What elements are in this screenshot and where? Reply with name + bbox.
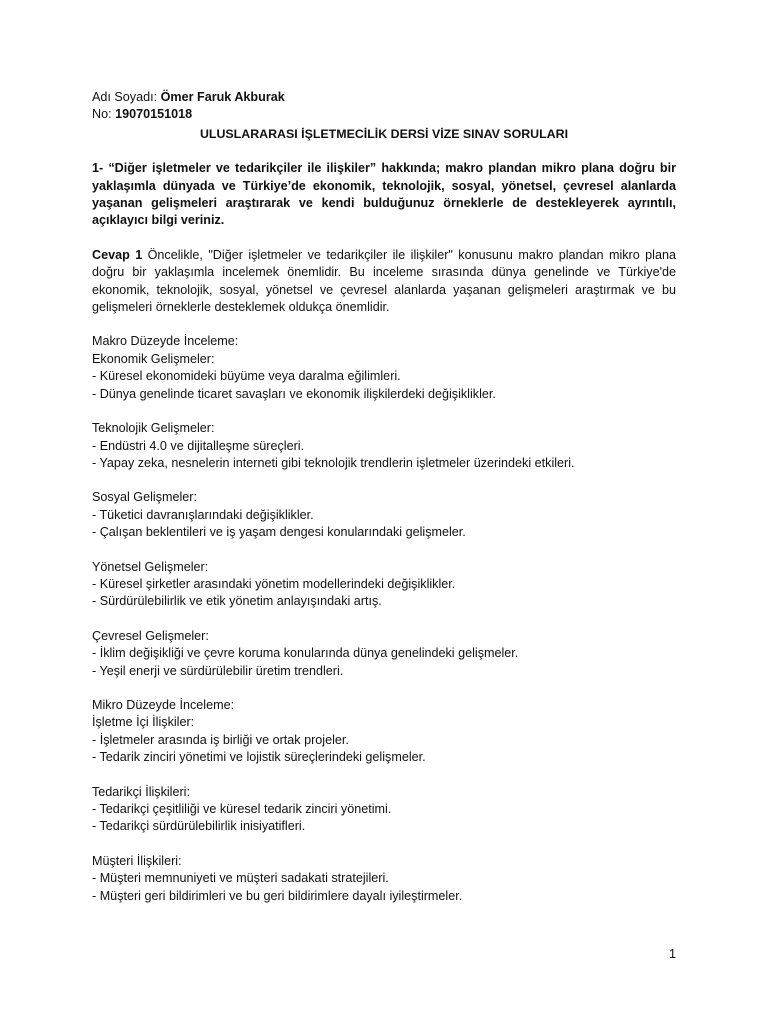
number-value: 19070151018	[115, 107, 193, 122]
section-macro	[92, 333, 676, 403]
section-heading: Mikro Düzeyde İnceleme:	[92, 697, 235, 712]
list-item: - Yapay zeka, nesnelerin interneti gibi teknolojik trendlerin işletmeler üzerindeki etkileri.	[92, 455, 575, 470]
section-heading: Müşteri İlişkileri:	[92, 853, 182, 868]
section-heading: İşletme İçi İlişkiler:	[92, 715, 195, 730]
list-item: - İşletmeler arasında iş birliği ve ortak projeler.	[92, 732, 349, 747]
section-heading: Çevresel Gelişmeler:	[92, 628, 209, 643]
document-page	[92, 89, 676, 905]
section-heading: Tedarikçi İlişkileri:	[92, 784, 190, 799]
list-item: - Tedarik zinciri yönetimi ve lojistik süreçlerindeki gelişmeler.	[92, 750, 426, 765]
list-item: - Dünya genelinde ticaret savaşları ve ekonomik ilişkilerdeki değişiklikler.	[92, 386, 496, 401]
section-heading: Teknolojik Gelişmeler:	[92, 421, 215, 436]
section-social	[92, 489, 676, 541]
number-label: No:	[92, 107, 112, 122]
list-item: - Tedarikçi çeşitliliği ve küresel tedarik zinciri yönetimi.	[92, 802, 392, 816]
name-value: Ömer Faruk Akburak	[160, 90, 285, 104]
answer-text: Öncelikle, "Diğer işletmeler ve tedarikçiler ile ilişkiler" konusunu makro plandan mikro plana doğru bir yaklaşımla incelemek önemlidir. Bu inceleme sırasında dünya genelinde ve Türkiye'de ekonomik, teknolojik, sosyal, yönetsel ve çevresel alanlarda yaşanan gelişmeleri araştırmak ve bu gelişmeleri örneklerle desteklemek oldukça önemlidir.	[92, 247, 676, 315]
section-environmental	[92, 628, 676, 680]
list-item: - Küresel ekonomideki büyüme veya daralma eğilimleri.	[92, 369, 401, 384]
list-item: - Sürdürülebilirlik ve etik yönetim anlayışındaki artış.	[92, 594, 382, 609]
list-item: - Endüstri 4.0 ve dijitalleşme süreçleri.	[92, 438, 305, 453]
list-item: - Çalışan beklentileri ve iş yaşam dengesi konularındaki gelişmeler.	[92, 525, 466, 540]
section-micro	[92, 697, 676, 767]
page-number: 1	[668, 947, 676, 961]
list-item: - İklim değişikliği ve çevre koruma konularında dünya genelindeki gelişmeler.	[92, 646, 519, 661]
section-heading: Ekonomik Gelişmeler:	[92, 351, 215, 366]
list-item: - Tedarikçi sürdürülebilirlik inisiyatifleri.	[92, 819, 306, 834]
answer-paragraph	[92, 247, 676, 317]
number-line	[92, 106, 676, 123]
list-item: - Müşteri memnuniyeti ve müşteri sadakati stratejileri.	[92, 871, 389, 886]
list-item: - Küresel şirketler arasındaki yönetim modellerindeki değişiklikler.	[92, 576, 456, 591]
section-managerial	[92, 559, 676, 611]
section-technological	[92, 420, 676, 472]
name-line	[92, 89, 676, 106]
list-item: - Tüketici davranışlarındaki değişiklikler.	[92, 507, 314, 522]
document-title: ULUSLARARASI İŞLETMECİLİK DERSİ VİZE SINAV SORULARI	[199, 126, 569, 141]
section-customer	[92, 853, 676, 905]
section-heading: Sosyal Gelişmeler:	[92, 490, 197, 505]
question-text: 1- “Diğer işletmeler ve tedarikçiler ile ilişkiler” hakkında; makro plandan mikro plana doğru bir yaklaşımla dünyada ve Türkiye’de ekonomik, teknolojik, sosyal, yönetsel, çevresel alanlarda yaşanan gelişmeleri araştırarak ve kendi bulduğunuz örneklerle de destekleyerek ayrıntılı, açıklayıcı bilgi veriniz.	[92, 161, 676, 228]
section-heading: Yönetsel Gelişmeler:	[92, 559, 209, 574]
section-heading: Makro Düzeyde İnceleme:	[92, 334, 239, 349]
list-item: - Müşteri geri bildirimleri ve bu geri bildirimlere dayalı iyileştirmeler.	[92, 888, 463, 903]
section-supplier	[92, 784, 676, 836]
answer-label: Cevap 1	[92, 247, 143, 262]
list-item: - Yeşil enerji ve sürdürülebilir üretim trendleri.	[92, 663, 344, 678]
name-label: Adı Soyadı:	[92, 90, 158, 104]
